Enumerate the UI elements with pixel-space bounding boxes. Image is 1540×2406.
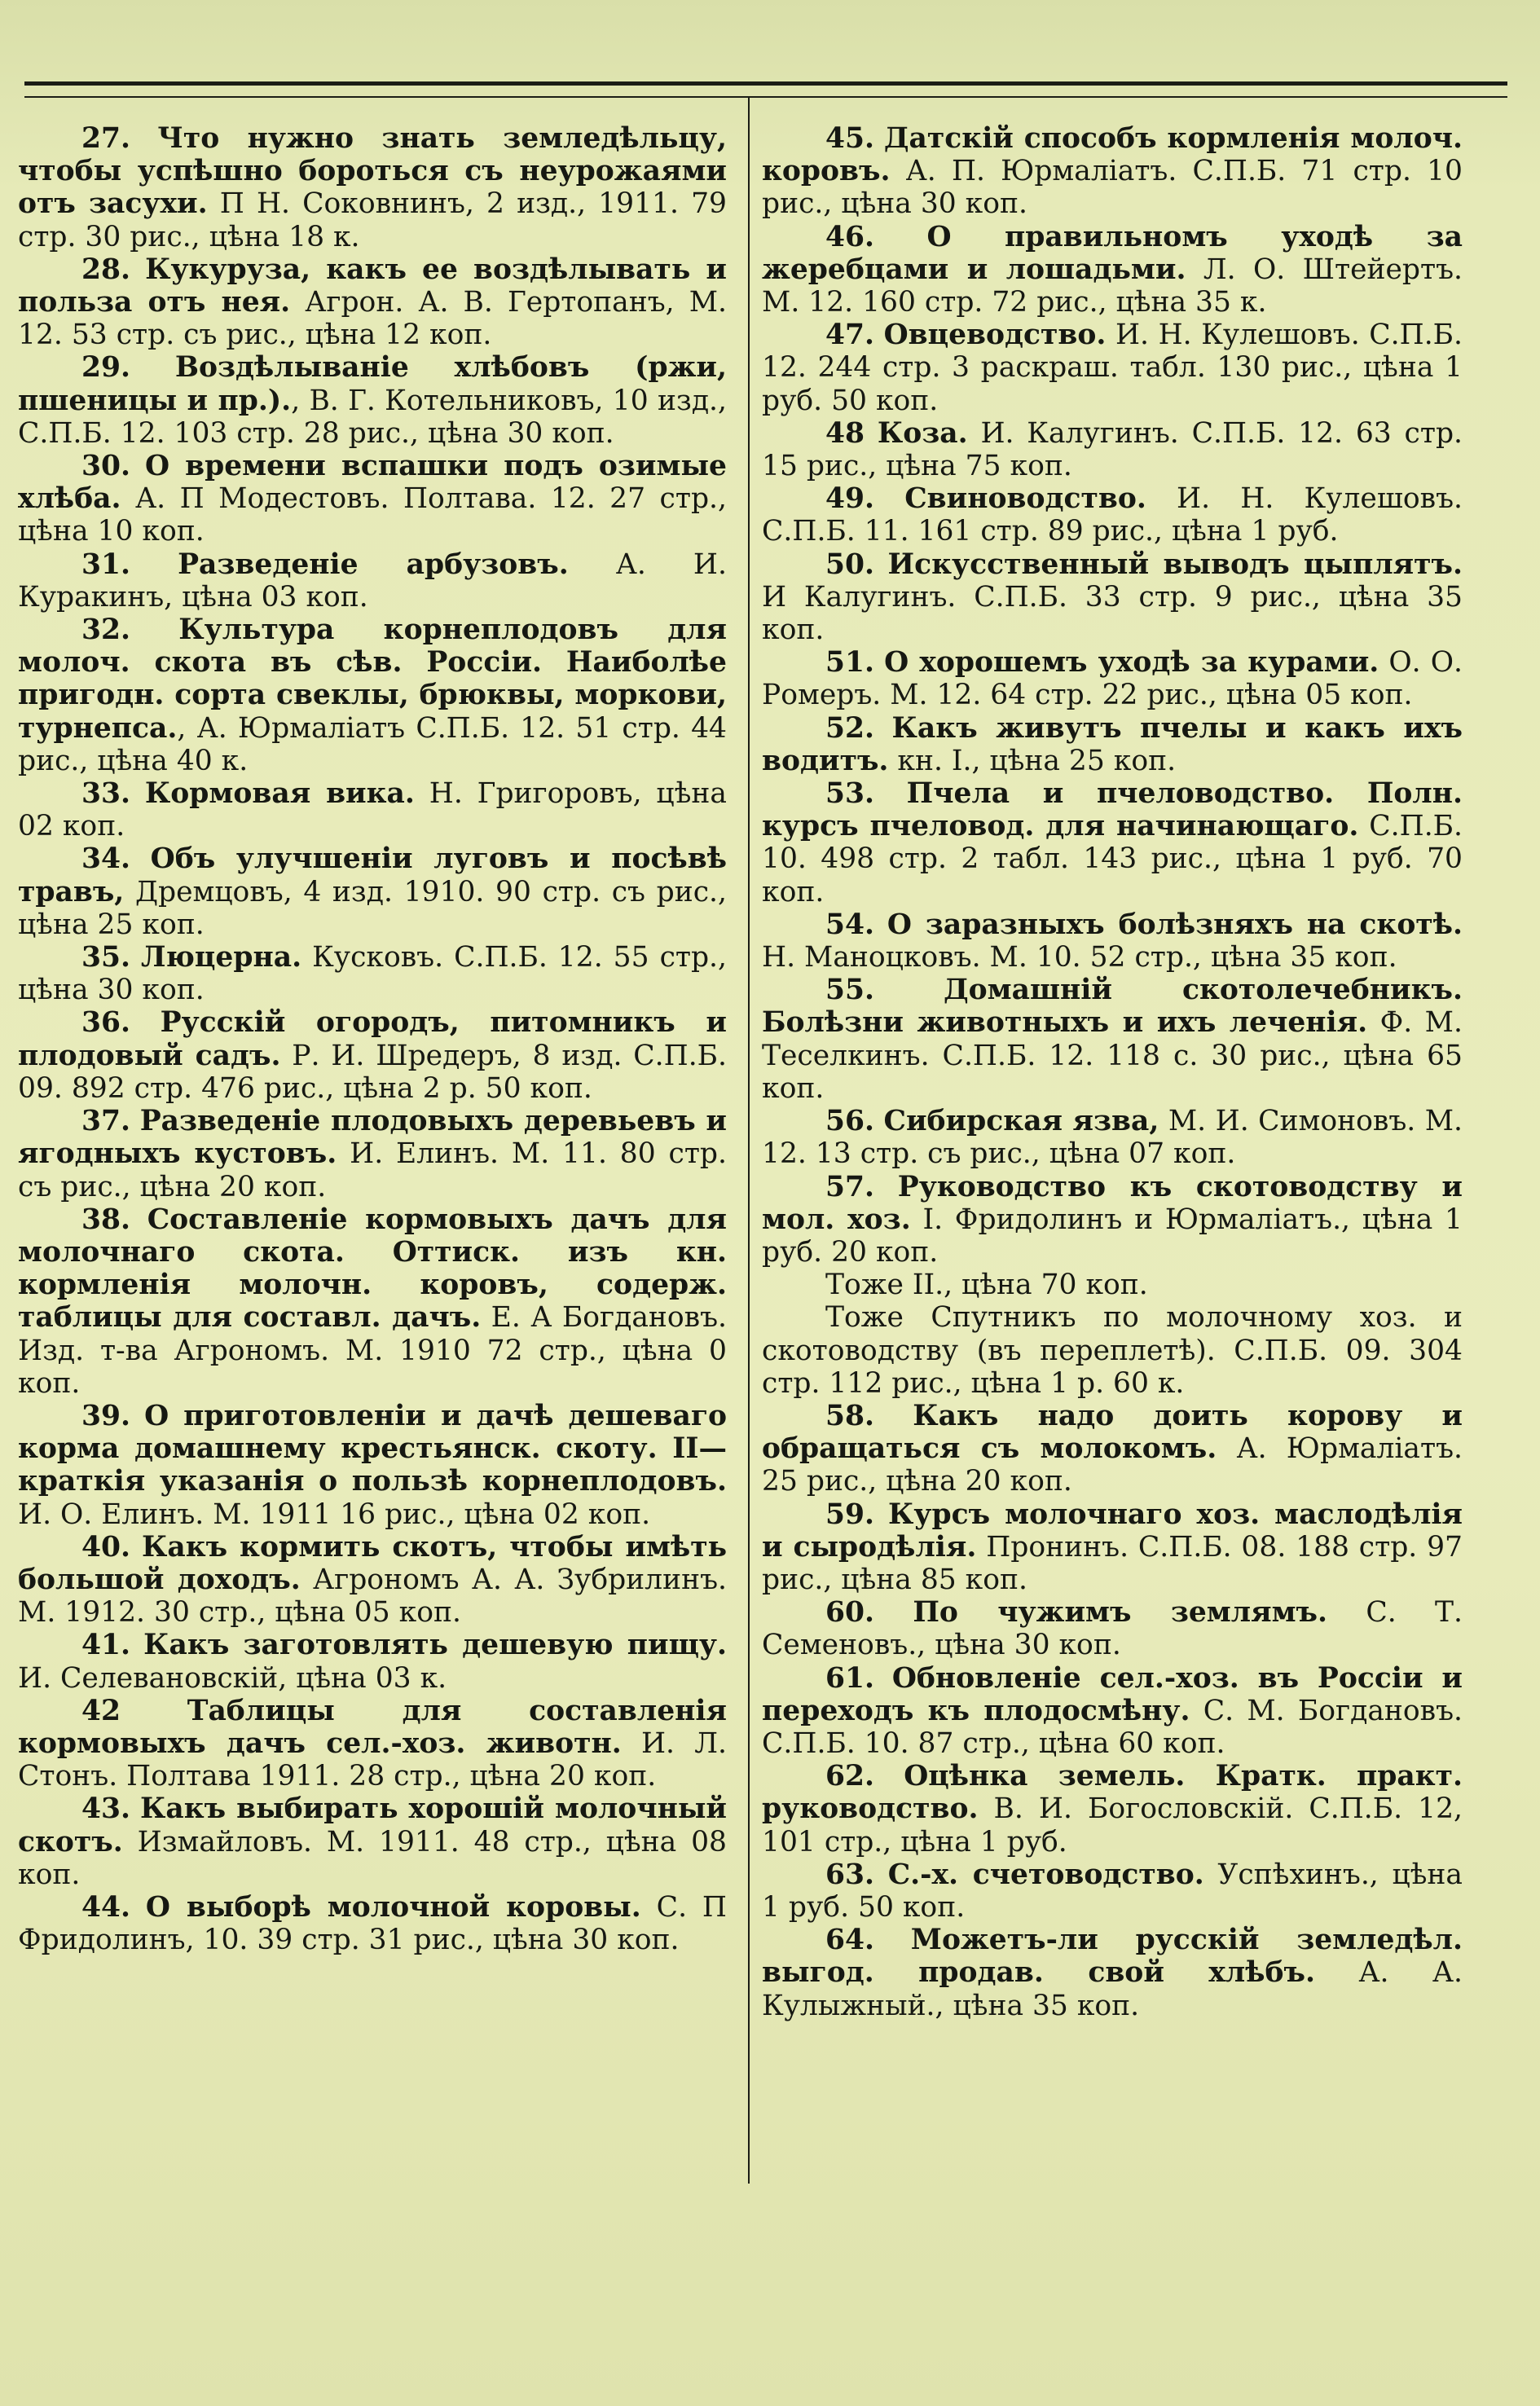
entry-number: 64. (825, 1924, 875, 1957)
entry-number: 28. (81, 253, 131, 286)
catalog-entry (18, 842, 727, 941)
entry-title: Можетъ-ли русскій земледѣл. выгод. продав. свой хлѣбъ. (762, 1924, 1463, 1990)
entry-title: Культура корнеплодовъ для молоч. скота въ сѣв. Россіи. Наиболѣе пригодн. сорта свеклы, брюквы, моркови, турнепса. (18, 614, 727, 745)
entry-title: По чужимъ землямъ. (913, 1596, 1328, 1630)
entry-title: Датскій способъ кормленія молоч. коровъ. (762, 122, 1463, 188)
entry-title: Оцѣнка земель. Кратк. практ. руководство. (762, 1760, 1463, 1826)
entry-details: С.П.Б. 10. 498 стр. 2 табл. 143 рис., цѣна 1 руб. 70 коп. (762, 810, 1463, 908)
right-column (762, 122, 1463, 2022)
entry-number: 31. (81, 548, 131, 581)
entry-number: 43. (81, 1792, 131, 1826)
entry-details: И. Л. Стонъ. Полтава 1911. 28 стр., цѣна 20 коп. (18, 1726, 727, 1793)
entry-number: 54. (825, 908, 875, 941)
entry-number: 50. (825, 548, 875, 581)
catalog-entry (762, 908, 1463, 974)
entry-details: Л. О. Штейертъ. М. 12. 160 стр. 72 рис., цѣна 35 к. (762, 253, 1463, 319)
entry-number: 63. (825, 1858, 875, 1891)
catalog-entry (18, 1629, 727, 1694)
entry-number: 52. (825, 711, 875, 745)
entry-title: Пчела и пчеловодство. Полн. курсъ пчеловод. для начинающаго. (762, 777, 1463, 843)
entry-title: Русскій огородъ, питомникъ и плодовый садъ. (18, 1006, 727, 1072)
catalog-entry (762, 712, 1463, 777)
top-rule-thin (24, 96, 1507, 98)
entry-title: Сибирская язва, (883, 1105, 1159, 1138)
entry-details: Агрон. А. В. Гертопанъ, М. 12. 53 стр. съ рис., цѣна 12 коп. (18, 286, 728, 352)
catalog-entry (762, 1105, 1463, 1170)
entry-number: 40. (81, 1530, 131, 1564)
catalog-entry (18, 253, 727, 352)
entry-details: Тоже II., цѣна 70 коп. (825, 1269, 1148, 1302)
entry-details: И. Н. Кулешовъ. С.П.Б. 12. 244 стр. 3 раскраш. табл. 130 рис., цѣна 1 руб. 50 коп. (762, 319, 1463, 417)
entry-number: 60. (825, 1596, 875, 1630)
entry-title: Какъ живутъ пчелы и какъ ихъ водитъ. (762, 711, 1463, 777)
entry-number: 51. (825, 646, 875, 680)
entry-title: Какъ выбирать хорошій молочный скотъ. (18, 1792, 727, 1858)
entry-title: О приготовленіи и дачѣ дешеваго корма домашнему крестьянск. скоту. II—краткія указанія о пользѣ корнеплодовъ. (18, 1399, 727, 1498)
entry-number: 38. (81, 1203, 131, 1236)
entry-details: Дремцовъ, 4 изд. 1910. 90 стр. съ рис., цѣна 25 коп. (18, 875, 727, 941)
entry-details: И. Калугинъ. С.П.Б. 12. 63 стр. 15 рис., цѣна 75 коп. (762, 416, 1463, 483)
entry-title: Коза. (877, 416, 968, 450)
entry-details: Н. Маноцковъ. М. 10. 52 стр., цѣна 35 коп. (762, 941, 1397, 974)
catalog-entry (18, 1695, 727, 1793)
catalog-entry (762, 1400, 1463, 1498)
entry-number: 49. (825, 482, 875, 516)
entry-title: Кукуруза, какъ ее воздѣлывать и польза отъ нея. (18, 253, 727, 319)
catalog-entry (18, 1400, 727, 1531)
entry-number: 56. (825, 1105, 875, 1138)
entry-number: 58. (825, 1399, 875, 1432)
entry-number: 34. (81, 842, 131, 876)
entry-details: Измайловъ. М. 1911. 48 стр., цѣна 08 коп. (18, 1825, 727, 1891)
entry-title: Что нужно знать земледѣльцу, чтобы успѣшно бороться съ неурожаями отъ засухи. (18, 122, 727, 221)
entry-number: 33. (81, 777, 131, 811)
catalog-entry (762, 482, 1463, 548)
entry-number: 44. (81, 1890, 131, 1924)
entry-details: П Н. Соковнинъ, 2 изд., 1911. 79 стр. 30 рис., цѣна 18 к. (18, 187, 727, 253)
catalog-entry (18, 548, 727, 614)
entry-number: 62. (825, 1760, 875, 1793)
entry-number: 55. (825, 974, 875, 1007)
catalog-entry (18, 351, 727, 450)
entry-title: С.-х. счетоводство. (887, 1858, 1204, 1891)
catalog-entry (762, 1596, 1463, 1661)
entry-details: А. П Модестовъ. Полтава. 12. 27 стр., цѣна 10 коп. (18, 482, 727, 548)
entry-number: 35. (81, 941, 131, 974)
entry-title: Какъ надо доить корову и обращаться съ молокомъ. (762, 1399, 1463, 1466)
entry-title: О выборѣ молочной коровы. (145, 1890, 641, 1924)
entry-number: 59. (825, 1498, 875, 1531)
catalog-entry (762, 646, 1463, 711)
entry-title: Какъ заготовлять дешевую пищу. (143, 1629, 727, 1662)
entry-title: О времени вспашки подъ озимые хлѣба. (18, 450, 727, 516)
entry-title: О хорошемъ уходѣ за курами. (884, 646, 1379, 680)
entry-title: Люцерна. (141, 941, 302, 974)
catalog-entry (18, 777, 727, 842)
entry-details: И. Елинъ. М. 11. 80 стр. съ рис., цѣна 20 коп. (18, 1137, 727, 1203)
catalog-entry (762, 548, 1463, 647)
entry-details: С. Т. Семеновъ., цѣна 30 коп. (762, 1596, 1463, 1662)
entry-number: 37. (81, 1105, 131, 1138)
catalog-entry (762, 1269, 1463, 1301)
catalog-entry (762, 1662, 1463, 1761)
entry-number: 53. (825, 777, 875, 811)
entry-details: С. П Фридолинъ, 10. 39 стр. 31 рис., цѣна 30 коп. (18, 1890, 728, 1957)
entry-number: 47. (825, 319, 875, 352)
entry-number: 32. (81, 614, 131, 647)
entry-details: А. П. Юрмаліатъ. С.П.Б. 71 стр. 10 рис., цѣна 30 коп. (762, 155, 1463, 221)
entry-details: кн. I., цѣна 25 коп. (888, 744, 1177, 777)
entry-number: 39. (81, 1399, 131, 1432)
entry-number: 41. (81, 1629, 131, 1662)
catalog-entry (18, 1203, 727, 1400)
entry-number: 48 (825, 416, 865, 450)
catalog-entry (18, 1006, 727, 1105)
catalog-entry (18, 1891, 727, 1956)
entry-title: Домашній скотолечебникъ. Болѣзни животныхъ и ихъ леченія. (762, 974, 1463, 1040)
entry-number: 61. (825, 1661, 875, 1695)
catalog-entry (762, 221, 1463, 319)
entry-title: О заразныхъ болѣзняхъ на скотѣ. (887, 908, 1463, 941)
top-rule (24, 81, 1507, 86)
entry-title: Таблицы для составленія кормовыхъ дачъ сел.-хоз. животн. (18, 1694, 728, 1760)
left-column (18, 122, 727, 1956)
entry-details: А. Юрмаліатъ. 25 рис., цѣна 20 коп. (762, 1432, 1463, 1498)
column-divider (748, 98, 750, 2184)
entry-details: А. А. Кулыжный., цѣна 35 коп. (762, 1956, 1463, 2022)
entry-details: Р. И. Шредеръ, 8 изд. С.П.Б. 09. 892 стр. 476 рис., цѣна 2 р. 50 коп. (18, 1039, 727, 1105)
entry-details: С. М. Богдановъ. С.П.Б. 10. 87 стр., цѣна 60 коп. (762, 1694, 1463, 1760)
entry-title: Овцеводство. (883, 319, 1107, 352)
entry-title: Искусственный выводъ цыплятъ. (887, 548, 1463, 581)
entry-title: Руководство къ скотоводству и мол. хоз. (762, 1170, 1463, 1236)
catalog-entry (762, 1301, 1463, 1400)
entry-details: И. Н. Кулешовъ. С.П.Б. 11. 161 стр. 89 рис., цѣна 1 руб. (762, 482, 1463, 548)
entry-number: 29. (81, 351, 131, 385)
entry-number: 30. (81, 450, 131, 483)
entry-details: Тоже Спутникъ по молочному хоз. и скотоводству (въ переплетѣ). С.П.Б. 09. 304 стр. 112 рис., цѣна 1 р. 60 к. (762, 1301, 1463, 1400)
entry-number: 36. (81, 1006, 131, 1040)
catalog-entry (762, 319, 1463, 417)
catalog-entry (18, 450, 727, 548)
entry-details: В. И. Богословскій. С.П.Б. 12, 101 стр., цѣна 1 руб. (762, 1792, 1463, 1858)
entry-details: И. Селевановскій, цѣна 03 к. (18, 1661, 447, 1695)
entry-title: Свиноводство. (904, 482, 1146, 516)
entry-title: Воздѣлываніе хлѣбовъ (ржи, пшеницы и пр.). (18, 351, 728, 417)
catalog-entry (762, 1498, 1463, 1597)
entry-title: Разведеніе арбузовъ. (178, 548, 569, 581)
entry-details: И. О. Елинъ. М. 1911 16 рис., цѣна 02 коп. (18, 1498, 651, 1531)
entry-details: , В. Г. Котельниковъ, 10 изд., С.П.Б. 12. 103 стр. 28 рис., цѣна 30 коп. (18, 384, 727, 450)
entry-title: Кормовая вика. (144, 777, 415, 811)
catalog-entry (762, 974, 1463, 1105)
entry-details: Успѣхинъ., цѣна 1 руб. 50 коп. (762, 1858, 1463, 1924)
entry-details: Кусковъ. С.П.Б. 12. 55 стр., цѣна 30 коп. (18, 941, 727, 1007)
catalog-entry (18, 614, 727, 777)
catalog-entry (18, 1792, 727, 1891)
entry-title: Обновленіе сел.-хоз. въ Россіи и переходъ къ плодосмѣну. (762, 1661, 1463, 1727)
entry-title: Объ улучшеніи луговъ и посѣвѣ травъ, (18, 842, 727, 908)
catalog-entry (762, 122, 1463, 221)
entry-details: И Калугинъ. С.П.Б. 33 стр. 9 рис., цѣна 35 коп. (762, 580, 1463, 647)
entry-number: 57. (825, 1170, 875, 1203)
entry-title: Курсъ молочнаго хоз. маслодѣлія и сыродѣлія. (762, 1498, 1463, 1564)
catalog-entry (762, 1858, 1463, 1924)
catalog-entry (762, 417, 1463, 482)
entry-details: М. И. Симоновъ. М. 12. 13 стр. съ рис., цѣна 07 коп. (762, 1105, 1463, 1171)
entry-title: Составленіе кормовыхъ дачъ для молочнаго скота. Оттиск. изъ кн. кормленія молочн. коровъ, содерж. таблицы для составл. дачъ. (18, 1203, 727, 1335)
catalog-entry (18, 1105, 727, 1203)
entry-number: 45. (825, 122, 875, 155)
entry-details: Пронинъ. С.П.Б. 08. 188 стр. 97 рис., цѣна 85 коп. (762, 1530, 1463, 1596)
entry-details: Ф. М. Теселкинъ. С.П.Б. 12. 118 с. 30 рис., цѣна 65 коп. (762, 1006, 1463, 1105)
catalog-entry (18, 941, 727, 1006)
catalog-entry (762, 777, 1463, 908)
catalog-entry (18, 1531, 727, 1630)
catalog-entry (762, 1171, 1463, 1269)
entry-details: Е. А Богдановъ. Изд. т-ва Агрономъ. М. 1910 72 стр., цѣна 0 коп. (18, 1301, 727, 1400)
catalog-entry (18, 122, 727, 253)
entry-details: , А. Юрмаліатъ С.П.Б. 12. 51 стр. 44 рис., цѣна 40 к. (18, 711, 727, 777)
entry-number: 27. (81, 122, 131, 155)
entry-details: А. И. Куракинъ, цѣна 03 коп. (18, 548, 727, 614)
entry-details: О. О. Ромеръ. М. 12. 64 стр. 22 рис., цѣна 05 коп. (762, 646, 1463, 712)
entry-details: Агрономъ А. А. Зубрилинъ. М. 1912. 30 стр., цѣна 05 коп. (18, 1563, 727, 1630)
catalog-entry (762, 1924, 1463, 2022)
entry-title: Какъ кормить скотъ, чтобы имѣть большой доходъ. (18, 1530, 727, 1596)
catalog-entry (762, 1760, 1463, 1858)
entry-title: О правильномъ уходѣ за жеребцами и лошадьми. (762, 220, 1463, 286)
entry-title: Разведеніе плодовыхъ деревьевъ и ягодныхъ кустовъ. (18, 1105, 727, 1171)
entry-number: 46. (825, 220, 875, 253)
entry-details: I. Фридолинъ и Юрмаліатъ., цѣна 1 руб. 20 коп. (762, 1203, 1463, 1269)
entry-details: Н. Григоровъ, цѣна 02 коп. (18, 777, 727, 843)
entry-number: 42 (81, 1694, 121, 1727)
